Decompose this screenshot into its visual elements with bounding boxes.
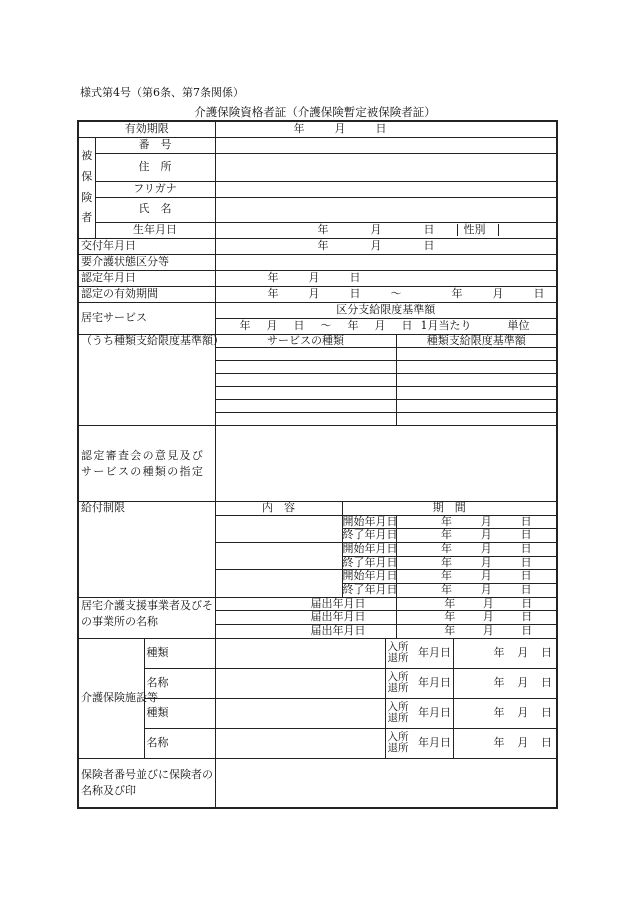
service-type-cell[interactable] (215, 413, 396, 426)
day-label: 日 (521, 623, 533, 637)
start-date-label: 開始年月日 (342, 542, 398, 556)
day-label: 日 (541, 645, 553, 659)
start-date-field[interactable] (396, 515, 557, 529)
month-label: 月 (370, 222, 382, 236)
validity-label: 有効期限 (78, 121, 215, 137)
review-board-opinion-field[interactable] (215, 426, 557, 502)
year-label: 年 (493, 735, 505, 749)
service-type-cell[interactable] (215, 348, 396, 361)
filed-date-label: 届出年月日 (215, 597, 396, 611)
day-label: 日 (349, 286, 361, 300)
period-tilde: ～ (390, 286, 402, 300)
year-label: 年 (444, 610, 456, 624)
move-in-out-date-field[interactable] (453, 698, 557, 728)
restriction-content-cell[interactable] (215, 543, 342, 570)
service-type-cell[interactable] (215, 400, 396, 413)
month-label: 月 (308, 270, 320, 284)
review-board-opinion-label: 認定審査会の意見及びサービスの種類の指定 (78, 426, 215, 502)
year-label: 年 (293, 121, 305, 135)
year-label: 年 (493, 675, 505, 689)
unit-label: 単位 (507, 318, 530, 332)
end-date-label: 終了年月日 (342, 582, 398, 596)
day-label: 日 (533, 286, 545, 300)
birth-date-label: 生年月日 (95, 222, 215, 238)
year-label: 年 (440, 528, 452, 542)
furigana-label: フリガナ (95, 181, 215, 197)
month-label: 月 (480, 542, 492, 556)
insured-number-label: 番 号 (95, 137, 215, 153)
facility-kind-field[interactable] (215, 638, 385, 668)
month-label: 月 (482, 610, 494, 624)
day-label: 日 (520, 569, 532, 583)
insurer-field[interactable] (215, 758, 557, 808)
day-label: 日 (423, 238, 435, 252)
month-label: 月 (517, 675, 529, 689)
day-label: 日 (349, 270, 361, 284)
day-label: 日 (521, 610, 533, 624)
service-type-column-header: サービスの種類 (215, 334, 396, 348)
move-in-out-date-field[interactable] (453, 668, 557, 698)
month-label: 月 (374, 318, 386, 332)
validity-date[interactable] (215, 121, 557, 137)
care-facility-label: 介護保険施設等 (78, 638, 144, 758)
certification-date-field[interactable] (215, 270, 557, 286)
filed-date-label: 届出年月日 (215, 624, 396, 638)
address-label: 住 所 (95, 153, 215, 181)
month-label: 月 (266, 318, 278, 332)
year-label: 年 (444, 623, 456, 637)
care-level-label: 要介護状態区分等 (78, 254, 215, 270)
year-label: 年 (493, 645, 505, 659)
facility-kind-field[interactable] (215, 698, 385, 728)
day-label: 日 (521, 596, 533, 610)
day-label: 日 (520, 514, 532, 528)
year-label: 年 (451, 286, 463, 300)
period-tilde: ～ (320, 318, 332, 332)
year-label: 年 (267, 286, 279, 300)
filed-date-field[interactable] (396, 597, 557, 611)
insured-number-field[interactable] (215, 137, 557, 153)
start-date-label: 開始年月日 (342, 514, 398, 528)
filed-date-label: 届出年月日 (215, 611, 396, 625)
day-label: 日 (520, 528, 532, 542)
end-date-field[interactable] (396, 583, 557, 597)
furigana-field[interactable] (215, 181, 557, 197)
day-label: 日 (375, 121, 387, 135)
move-in-out-label: 入所 退所 年月日 (385, 668, 453, 698)
type-limit-cell[interactable] (396, 361, 557, 374)
day-label: 日 (541, 675, 553, 689)
type-limit-cell[interactable] (396, 387, 557, 400)
end-date-label: 終了年月日 (342, 528, 398, 542)
start-date-field[interactable] (396, 570, 557, 584)
year-label: 年 (444, 596, 456, 610)
issue-date-field[interactable] (215, 238, 557, 254)
month-label: 月 (480, 569, 492, 583)
day-label: 日 (293, 318, 305, 332)
day-label: 日 (520, 542, 532, 556)
limit-amount-header: 区分支給限度基準額 (215, 302, 557, 318)
move-in-out-label: 入所 退所 年月日 (385, 698, 453, 728)
restriction-period-header: 期 間 (342, 502, 557, 516)
facility-kind-label: 種類 (144, 638, 215, 668)
end-date-label: 終了年月日 (342, 555, 398, 569)
filed-date-field[interactable] (396, 611, 557, 625)
sex-field[interactable] (498, 224, 535, 236)
care-level-field[interactable] (215, 254, 557, 270)
benefit-restriction-label: 給付制限 (78, 502, 215, 597)
start-date-label: 開始年月日 (342, 569, 398, 583)
end-date-field[interactable] (396, 556, 557, 570)
home-service-label: 居宅サービス (78, 302, 215, 334)
sex-label: 性別 (457, 224, 486, 237)
facility-name-field[interactable] (215, 728, 385, 758)
filed-date-field[interactable] (396, 624, 557, 638)
day-label: 日 (423, 222, 435, 236)
certification-period-label: 認定の有効期間 (78, 286, 215, 302)
address-field[interactable] (215, 153, 557, 181)
month-label: 月 (492, 286, 504, 300)
document-title: 介護保険資格者証（介護保険暫定被保険者証） (194, 105, 436, 119)
certificate-table (77, 120, 558, 809)
month-label: 月 (480, 555, 492, 569)
day-label: 日 (401, 318, 413, 332)
per-month-label: 1月当たり (420, 318, 472, 332)
name-field[interactable] (215, 197, 557, 222)
issue-date-label: 交付年月日 (78, 238, 215, 254)
service-type-cell[interactable] (215, 374, 396, 387)
type-limit-cell[interactable] (396, 413, 557, 426)
type-limit-column-header: 種類支給限度基準額 (396, 334, 557, 348)
month-label: 月 (480, 582, 492, 596)
end-date-field[interactable] (396, 529, 557, 543)
month-label: 月 (517, 735, 529, 749)
year-label: 年 (267, 270, 279, 284)
restriction-content-header: 内 容 (215, 502, 342, 516)
insurer-label: 保険者番号並びに保険者の名称及び印 (78, 758, 215, 808)
birth-date-field[interactable] (215, 222, 557, 238)
move-in-out-label: 入所 退所 年月日 (385, 728, 453, 758)
day-label: 日 (541, 705, 553, 719)
year-label: 年 (440, 555, 452, 569)
move-in-out-date-field[interactable] (453, 728, 557, 758)
day-label: 日 (520, 555, 532, 569)
facility-name-label: 名称 (144, 728, 215, 758)
month-label: 月 (482, 623, 494, 637)
facility-name-field[interactable] (215, 668, 385, 698)
month-label: 月 (370, 238, 382, 252)
service-type-cell[interactable] (215, 387, 396, 400)
service-type-cell[interactable] (215, 361, 396, 374)
limit-amount-field[interactable] (215, 318, 557, 334)
year-label: 年 (493, 705, 505, 719)
day-label: 日 (541, 735, 553, 749)
month-label: 月 (517, 705, 529, 719)
month-label: 月 (480, 528, 492, 542)
month-label: 月 (517, 645, 529, 659)
type-limit-cell[interactable] (396, 374, 557, 387)
year-label: 年 (347, 318, 359, 332)
year-label: 年 (440, 582, 452, 596)
facility-kind-label: 種類 (144, 698, 215, 728)
form-number-label: 様式第4号（第6条、第7条関係） (80, 86, 244, 99)
month-label: 月 (308, 286, 320, 300)
month-label: 月 (482, 596, 494, 610)
type-limit-cell[interactable] (396, 400, 557, 413)
facility-name-label: 名称 (144, 668, 215, 698)
year-label: 年 (317, 238, 329, 252)
month-label: 月 (480, 514, 492, 528)
day-label: 日 (520, 582, 532, 596)
certification-period-field[interactable] (215, 286, 557, 302)
type-limit-label: （うち種類支給限度基準額） (78, 334, 215, 426)
insured-person-group-label: 被 保 険 者 (78, 137, 95, 238)
year-label: 年 (440, 569, 452, 583)
restriction-content-cell[interactable] (215, 570, 342, 597)
name-label: 氏 名 (95, 197, 215, 222)
restriction-content-cell[interactable] (215, 515, 342, 542)
year-label: 年 (440, 514, 452, 528)
month-label: 月 (334, 121, 346, 135)
year-label: 年 (239, 318, 251, 332)
move-in-out-date-field[interactable] (453, 638, 557, 668)
move-in-out-label: 入所 退所 年月日 (385, 638, 453, 668)
care-support-provider-label: 居宅介護支援事業者及びその事業所の名称 (78, 597, 215, 638)
year-label: 年 (440, 542, 452, 556)
start-date-field[interactable] (396, 543, 557, 557)
year-label: 年 (317, 222, 329, 236)
type-limit-cell[interactable] (396, 348, 557, 361)
certification-date-label: 認定年月日 (78, 270, 215, 286)
